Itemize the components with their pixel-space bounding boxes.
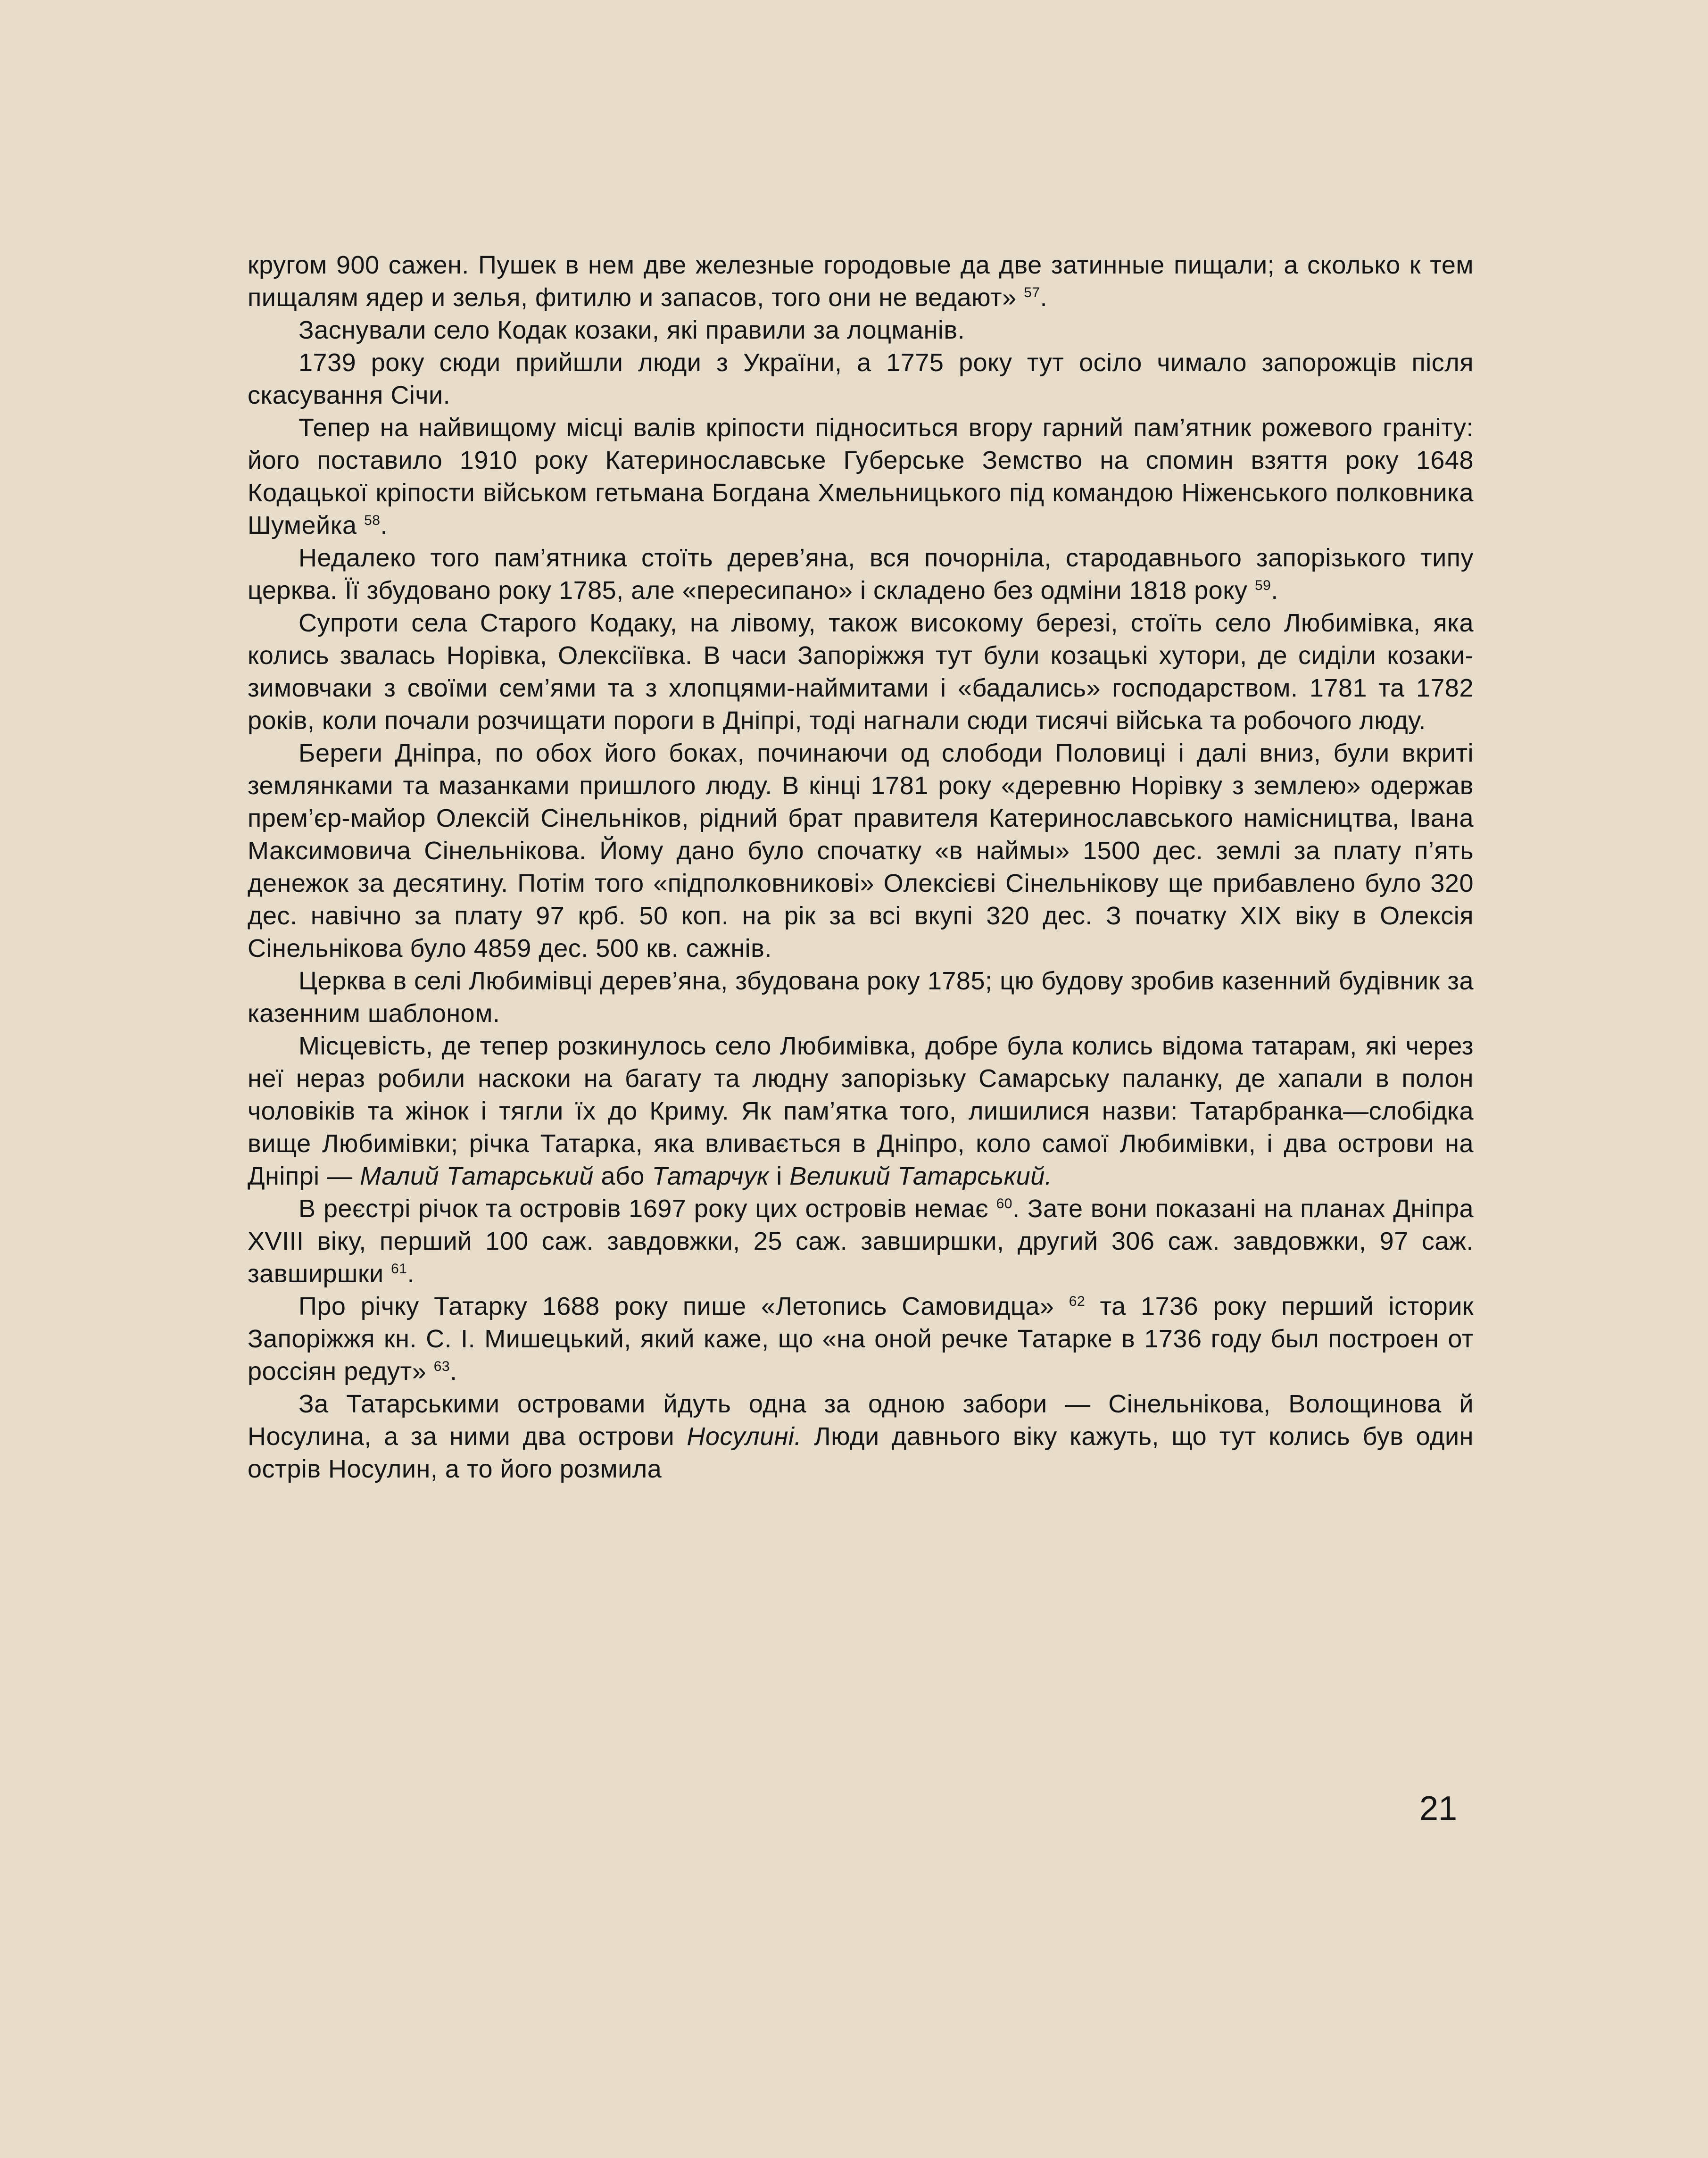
paragraph <box>248 1290 1474 1388</box>
footnote-reference: 57 <box>1024 285 1040 300</box>
paragraph <box>248 965 1474 1030</box>
paragraph-text: 1739 року сюди прийшли люди з України, а 1775 року тут осіло чимало запорожців після скасування Січи. <box>248 349 1474 409</box>
footnote-reference: 63 <box>433 1359 450 1374</box>
italic-text: Великий Татарський. <box>789 1162 1053 1190</box>
paragraph-text: Тепер на найвищому місці валів кріпости підноситься вгору гарний пам’ятник рожевого граніту: його поставило 1910 року Катеринославське Губерське Земство на спомин взяття року 1648 Кодацької кріпости військом гетьмана Богдана Хмельницького під командою Ніженського полковника Шумейка <box>248 414 1474 540</box>
paragraph-text: Місцевість, де тепер розкинулось село Любимівка, добре була колись відома татарам, які через неї нераз робили наскоки на багату та людну запорізьку Самарську паланку, де хапали в полон чоловіків та жінок і тягли їх до Криму. Як пам’ятка того, лишилися назви: Татарбранка—слобідка вище Любимівки; річка Татарка, яка вливається в Дніпро, коло самої Любимівки, і два острови на Дніпрі — <box>248 1032 1474 1190</box>
footnote-reference: 62 <box>1069 1294 1086 1309</box>
paragraph <box>248 1388 1474 1486</box>
paragraph-text: В реєстрі річок та островів 1697 року цих островів немає <box>298 1195 996 1223</box>
paragraph-text: кругом 900 сажен. Пушек в нем две железные городовые да две затинные пищали; а сколько к тем пищалям ядер и зелья, фитилю и запасов, того они не ведают» <box>248 251 1474 312</box>
footnote-reference: 61 <box>391 1261 407 1277</box>
paragraph-text: . Зате вони показані на планах Дніпра XVIII віку, перший 100 саж. завдовжки, 25 саж. завширшки, другий 306 саж. завдовжки, 97 саж. завширшки <box>248 1195 1474 1288</box>
paragraph-text: . <box>407 1260 415 1288</box>
footnote-reference: 60 <box>996 1196 1012 1212</box>
paragraph <box>248 542 1474 607</box>
paragraph-text: . <box>1040 283 1048 312</box>
page-number: 21 <box>1419 1790 1458 1827</box>
paragraph <box>248 347 1474 412</box>
paragraph-text: Береги Дніпра, по обох його боках, починаючи од слободи Половиці і далі вниз, були вкриті землянками та мазанками пришлого люду. В кінці 1781 року «деревню Норівку з землею» одержав прем’єр-майор Олексій Сінельніков, рідний брат правителя Катеринославського намісництва, Івана Максимовича Сінельнікова. Йому дано було спочатку «в наймы» 1500 дес. землі за плату п’ять денежок за десятину. Потім того «підполковникові» Олексієві Сінельнікову ще прибавлено було 320 дес. навічно за плату 97 крб. 50 коп. на рік за всі вкупі 320 дес. З початку XIX віку в Олексія Сінельнікова було 4859 дес. 500 кв. сажнів. <box>248 739 1474 963</box>
paragraph-text: Церква в селі Любимівці дерев’яна, збудована року 1785; цю будову зробив казенний будівник за казенним шаблоном. <box>248 967 1474 1028</box>
paragraph-text: та 1736 року перший історик Запоріжжя кн. С. І. Мишецький, який каже, що «на оной речке Татарке в 1736 году был построен от россіян редут» <box>248 1292 1474 1386</box>
paragraph-text: Про річку Татарку 1688 року пише «Летопись Самовидца» <box>298 1292 1069 1320</box>
paragraph <box>248 314 1474 347</box>
paragraph <box>248 1193 1474 1290</box>
paragraph-text: Недалеко того пам’ятника стоїть дерев’яна, вся почорніла, стародавнього запорізького типу церква. Її збудовано року 1785, але «пересипано» і складено без одміни 1818 року <box>248 544 1474 605</box>
footnote-reference: 59 <box>1254 578 1271 593</box>
page-text-body <box>248 249 1474 1486</box>
paragraph-text: Люди давнього віку кажуть, що тут колись був один острів Носулин, а то його розмила <box>248 1422 1474 1483</box>
italic-text: Малий Татарський <box>360 1162 594 1190</box>
paragraph-text: Заснували село Кодак козаки, які правили за лоцманів. <box>298 316 965 344</box>
footnote-reference: 58 <box>364 513 381 528</box>
paragraph <box>248 607 1474 737</box>
paragraph-text: . <box>380 511 388 540</box>
paragraph-text: і <box>769 1162 790 1190</box>
paragraph <box>248 249 1474 314</box>
paragraph-text: . <box>1271 576 1278 605</box>
paragraph-text: або <box>593 1162 652 1190</box>
paragraph <box>248 737 1474 965</box>
paragraph <box>248 412 1474 542</box>
paragraph-text: За Татарськими островами йдуть одна за одною забори — Сінельнікова, Волощинова й Носулина, а за ними два острови <box>248 1390 1474 1451</box>
paragraph-text: . <box>450 1357 457 1386</box>
italic-text: Татарчук <box>652 1162 769 1190</box>
italic-text: Носулині. <box>687 1422 802 1451</box>
paragraph-text: Супроти села Старого Кодаку, на лівому, також високому березі, стоїть село Любимівка, яка колись звалась Норівка, Олексіївка. В часи Запоріжжя тут були козацькі хутори, де сиділи козаки-зимовчаки з своїми сем’ями та з хлопцями-наймитами і «бадались» господарством. 1781 та 1782 років, коли почали розчищати пороги в Дніпрі, тоді нагнали сюди тисячі війська та робочого люду. <box>248 609 1474 735</box>
paragraph <box>248 1030 1474 1193</box>
